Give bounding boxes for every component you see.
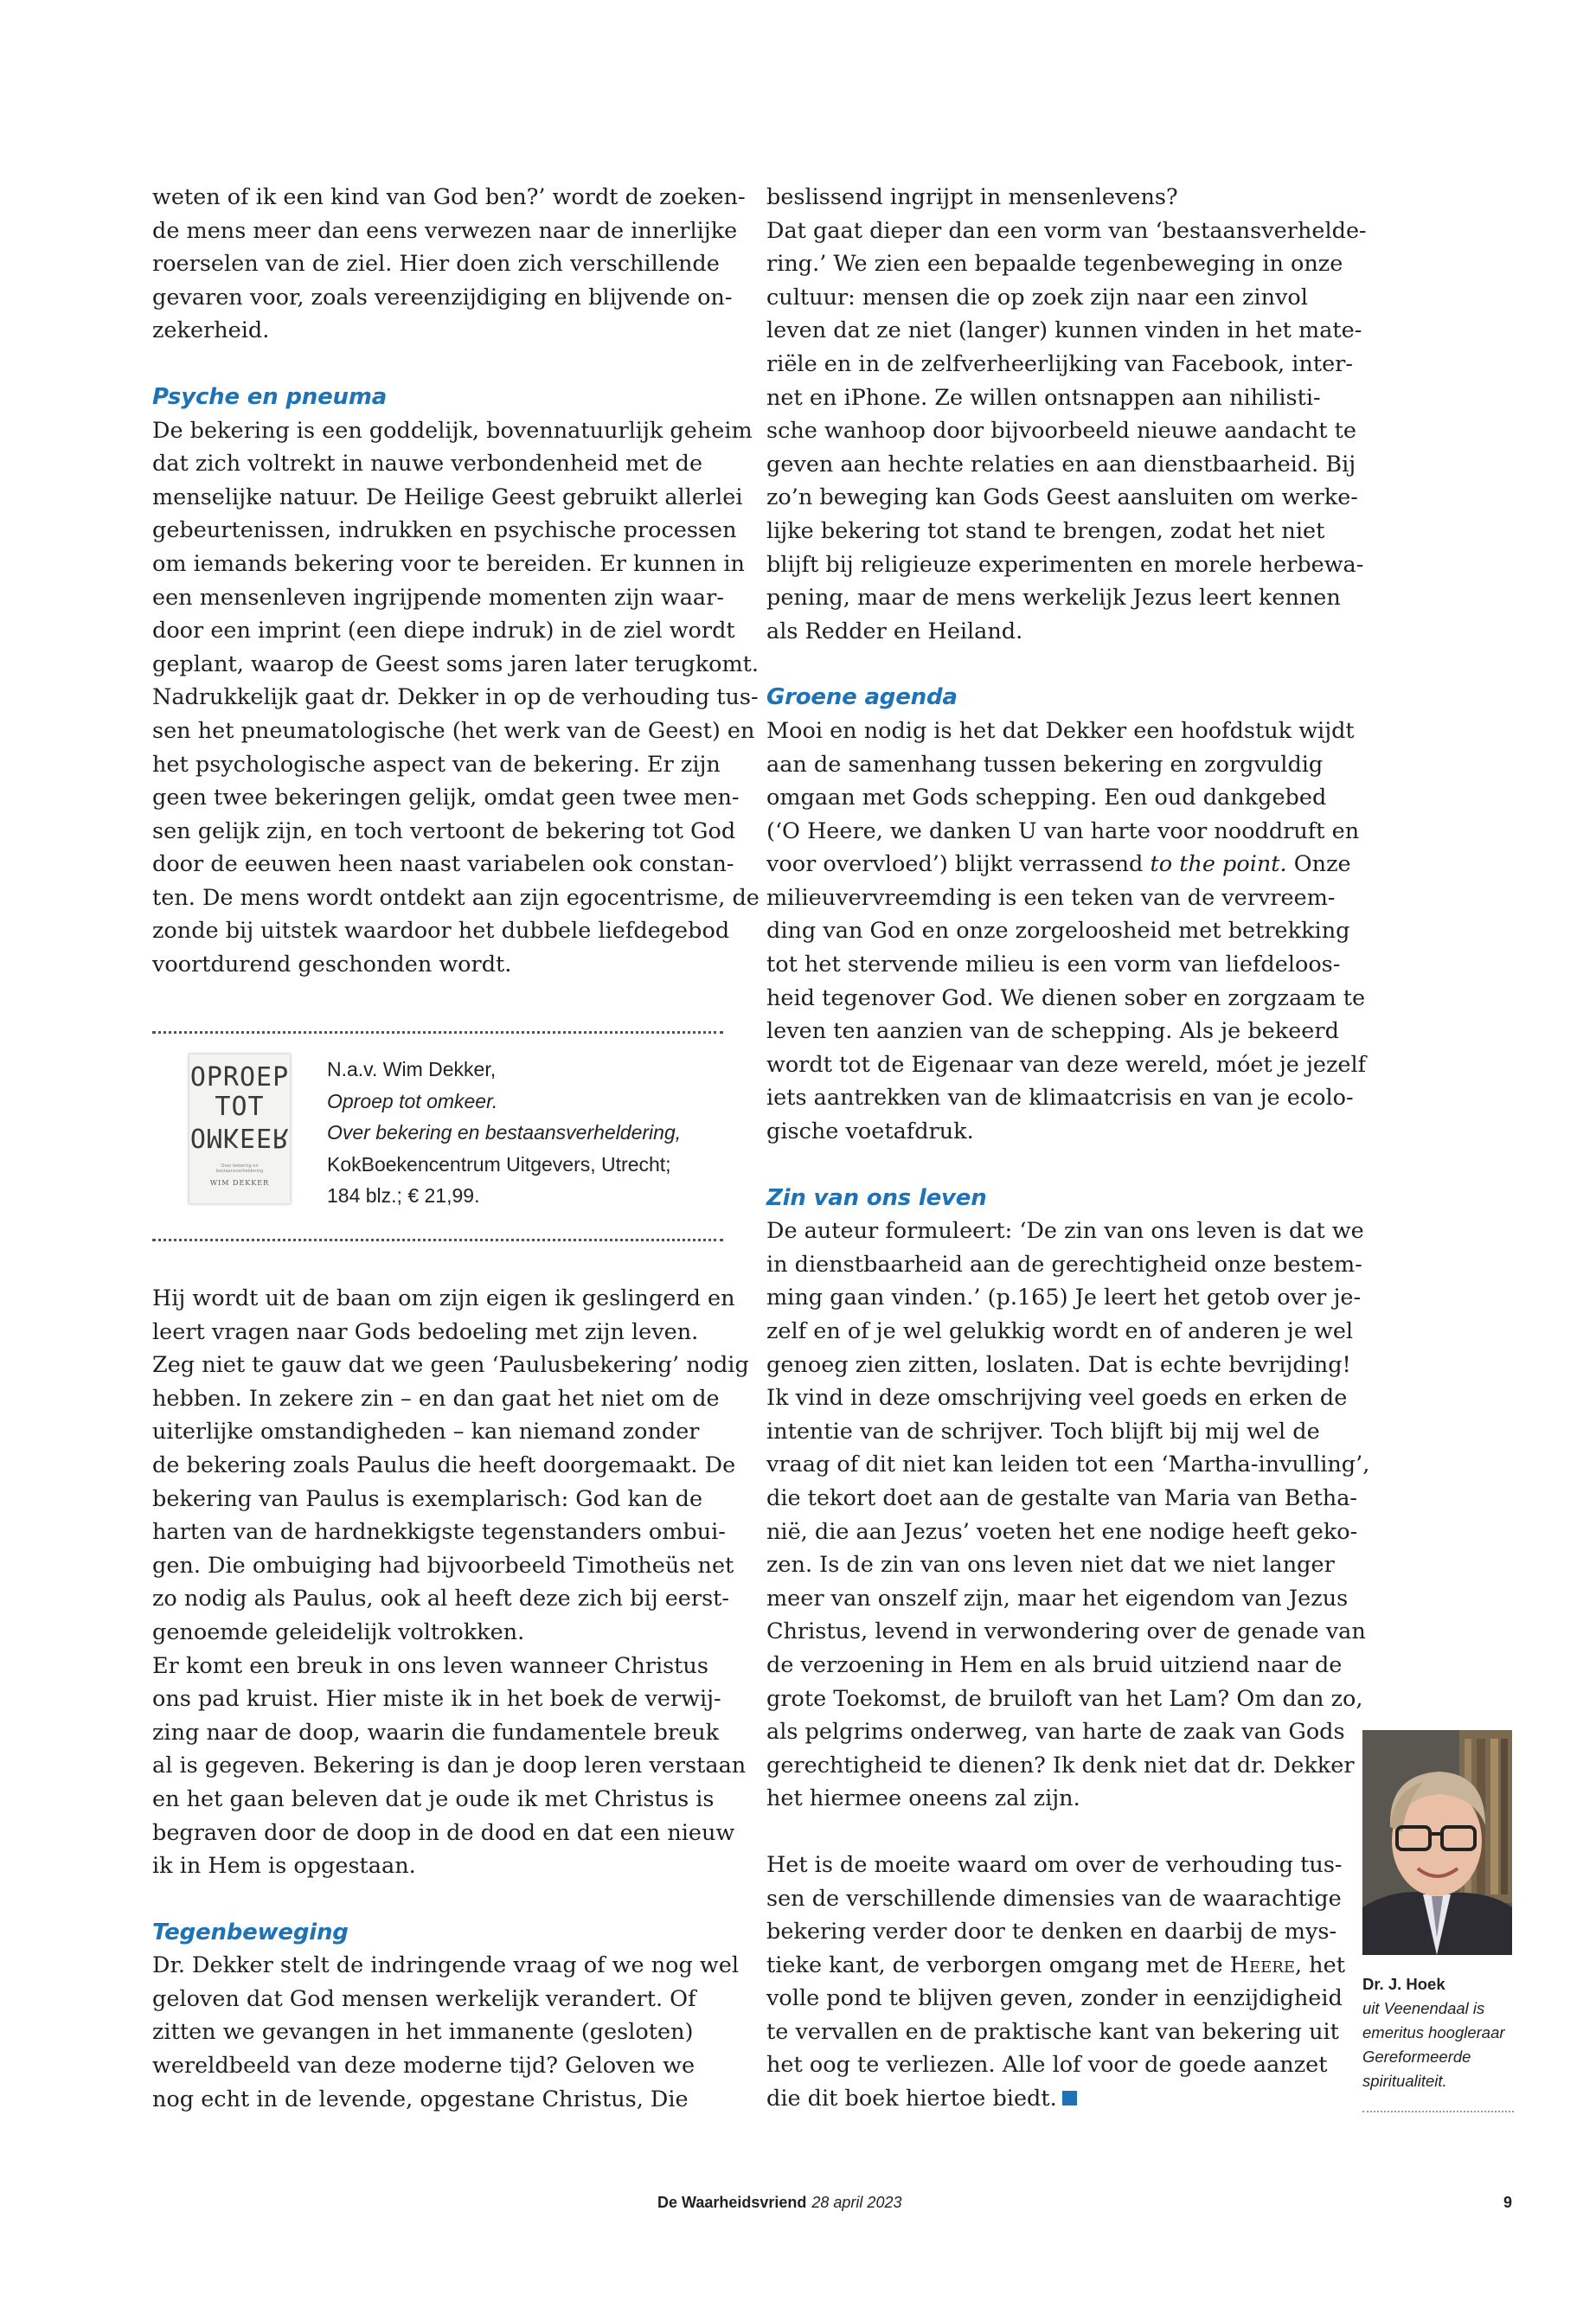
- text-line: net en iPhone. Ze willen ontsnappen aan nihilisti-: [766, 384, 1321, 411]
- heading-zin-van-ons-leven: Zin van ons leven: [766, 1184, 987, 1211]
- text-span: , het: [1294, 1952, 1345, 1978]
- book-subtitle: Over bekering en bestaansverheldering,: [327, 1121, 682, 1144]
- text-line: het oog te verliezen. Alle lof voor de goede aanzet: [766, 2052, 1328, 2079]
- text-line: Er komt een breuk in ons leven wanneer Christus: [152, 1652, 708, 1679]
- text-line: [766, 1949, 1350, 1983]
- text-line: de mens meer dan eens verwezen naar de innerlijke: [152, 217, 738, 244]
- text-line: dat zich voltrekt in nauwe verbondenheid met de: [152, 451, 703, 478]
- right-column: [766, 181, 1370, 2116]
- text-line: lijke bekering tot stand te brengen, zodat het niet: [766, 517, 1325, 544]
- text-line: zing naar de doop, waarin die fundamentele breuk: [152, 1719, 720, 1746]
- text-line: zo’n beweging kan Gods Geest aansluiten om werke-: [766, 484, 1358, 511]
- text-line: aan de samenhang tussen bekering en zorgvuldig: [766, 751, 1324, 778]
- issue-date: 28 april 2023: [811, 2194, 902, 2211]
- text-line: een mensenleven ingrijpende momenten zijn waar-: [152, 584, 724, 611]
- text-line: gevaren voor, zoals vereenzijdiging en blijvende on-: [152, 284, 733, 311]
- text-line: leven dat ze niet (langer) kunnen vinden in het mate-: [766, 317, 1362, 344]
- text-line: cultuur: mensen die op zoek zijn naar een zinvol: [766, 284, 1308, 311]
- text-line: ring.’ We zien een bepaalde tegenbeweging in onze: [766, 251, 1343, 278]
- book-cover-image: [189, 1054, 291, 1204]
- left-column: [152, 181, 760, 982]
- author-bio-line: uit Veenendaal is: [1362, 1999, 1485, 2017]
- book-price: 184 blz.; € 21,99.: [327, 1184, 480, 1207]
- text-line: geloven dat God mensen werkelijk verandert. Of: [152, 1985, 696, 2012]
- cover-title-line: TOT: [215, 1092, 265, 1122]
- text-line: blijft bij religieuze experimenten en morele herbewa-: [766, 551, 1364, 578]
- text-line: vraag of dit niet kan leiden tot een ‘Martha-invulling’,: [766, 1452, 1370, 1478]
- text-line: Dat gaat dieper dan een vorm van ‘bestaansverhelde-: [766, 217, 1367, 244]
- text-line: weten of ik een kind van God ben?’ wordt de zoeken-: [152, 184, 746, 210]
- cover-title-line: OMKEER: [189, 1122, 290, 1152]
- text-line: gen. Die ombuiging had bijvoorbeeld Timotheüs net: [152, 1552, 734, 1579]
- text-line: die tekort doet aan de gestalte van Maria van Betha-: [766, 1484, 1358, 1511]
- cover-subtitle: Over bekering en bestaansverheldering: [215, 1163, 264, 1174]
- zin-paragraph: [766, 1215, 1370, 1816]
- text-line: De bekering is een goddelijk, bovennatuurlijk geheim: [152, 417, 753, 444]
- text-line: De auteur formuleert: ‘De zin van ons leven is dat we: [766, 1218, 1364, 1245]
- text-line: genoemde geleidelijk voltrokken.: [152, 1618, 525, 1645]
- text-line: wereldbeeld van deze moderne tijd? Geloven we: [152, 2053, 695, 2080]
- end-of-article-square-icon: [1062, 2091, 1077, 2106]
- top-divider: [152, 1031, 723, 1034]
- text-line: om iemands bekering voor te bereiden. Er kunnen in: [152, 550, 745, 577]
- text-line: milieuvervreemding is een teken van de vervreem-: [766, 884, 1336, 911]
- text-line: iets aantrekken van de klimaatcrisis en van je ecolo-: [766, 1085, 1354, 1112]
- text-line: zitten we gevangen in het immanente (gesloten): [152, 2019, 694, 2046]
- text-line: ik in Hem is opgestaan.: [152, 1853, 416, 1880]
- text-line: geplant, waarop de Geest soms jaren later terugkomt.: [152, 651, 760, 677]
- caption-divider: [1362, 2111, 1514, 2112]
- text-span: die dit boek hiertoe biedt.: [766, 2086, 1057, 2112]
- text-line: al is gegeven. Bekering is dan je doop leren verstaan: [152, 1753, 747, 1779]
- bottom-divider: [152, 1239, 723, 1241]
- text-line: omgaan met Gods schepping. Een oud dankgebed: [766, 785, 1327, 811]
- psyche-paragraph: [152, 414, 760, 982]
- text-line: zo nodig als Paulus, ook al heeft deze zich bij eerst-: [152, 1586, 730, 1612]
- text-line: harten van de hardnekkigste tegenstanders ombui-: [152, 1519, 726, 1546]
- author-photo: [1362, 1730, 1512, 1955]
- author-portrait-illustration: [1362, 1730, 1512, 1955]
- text-line: ding van God en onze zorgeloosheid met betrekking: [766, 918, 1350, 945]
- author-name: Dr. J. Hoek: [1362, 1975, 1445, 1993]
- author-bio-line: spiritualiteit.: [1362, 2072, 1447, 2090]
- text-line: (‘O Heere, we danken U van harte voor nooddruft en: [766, 817, 1360, 844]
- text-line: intentie van de schrijver. Toch blijft bij mij wel de: [766, 1418, 1320, 1445]
- author-caption: [1362, 1972, 1516, 2093]
- heading-psyche-en-pneuma: Psyche en pneuma: [152, 383, 388, 410]
- heading-tegenbeweging: Tegenbeweging: [152, 1919, 349, 1945]
- text-line: [766, 848, 1350, 881]
- text-line: Nadrukkelijk gaat dr. Dekker in op de verhouding tus-: [152, 684, 759, 711]
- heading-groene-agenda: Groene agenda: [766, 684, 958, 711]
- text-line: tot het stervende milieu is een vorm van liefdeloos-: [766, 952, 1341, 978]
- text-line: zekerheid.: [152, 317, 270, 344]
- text-line: Zeg niet te gauw dat we geen ‘Paulusbekering’ nodig: [152, 1352, 749, 1379]
- text-line: meer van onszelf zijn, maar het eigendom van Jezus: [766, 1585, 1349, 1612]
- text-line: bekering verder door te denken en daarbij de mys-: [766, 1919, 1337, 1945]
- text-line: door de eeuwen heen naast variabelen ook constan-: [152, 851, 734, 878]
- book-info-box: [152, 1031, 723, 1247]
- text-line: nog echt in de levende, opgestane Christus, Die: [152, 2086, 689, 2112]
- book-publisher: KokBoekencentrum Uitgevers, Utrecht;: [327, 1152, 671, 1176]
- left-column-lower: [152, 1282, 749, 2116]
- text-line: sen de verschillende dimensies van de waarachtige: [766, 1885, 1342, 1912]
- text-line: leert vragen naar Gods bedoeling met zijn leven.: [152, 1318, 699, 1345]
- paulus-paragraph: [152, 1282, 749, 1883]
- text-span: Onze: [1286, 851, 1351, 878]
- intro-paragraph-right: [766, 181, 1367, 648]
- text-line: het hiermee oneens zal zijn.: [766, 1785, 1080, 1812]
- text-line: gebeurtenissen, indrukken en psychische processen: [152, 517, 737, 544]
- small-caps-heere: Heere: [1229, 1952, 1295, 1978]
- text-line: grote Toekomst, de bruiloft van het Lam? Om dan zo,: [766, 1685, 1363, 1712]
- text-line: begraven door de doop in de dood en dat een nieuw: [152, 1819, 735, 1846]
- text-line: Hij wordt uit de baan om zijn eigen ik geslingerd en: [152, 1285, 735, 1311]
- cover-author: WIM DEKKER: [209, 1179, 270, 1187]
- text-line: ming gaan vinden.’ (p.165) Je leert het getob over je-: [766, 1285, 1362, 1311]
- text-line: Ik vind in deze omschrijving veel goeds en erken de: [766, 1385, 1348, 1412]
- text-line: geen twee bekeringen gelijk, omdat geen twee men-: [152, 785, 740, 811]
- text-line: heid tegenover God. We dienen sober en zorgzaam te: [766, 984, 1366, 1011]
- text-line: door een imprint (een diepe indruk) in de ziel wordt: [152, 618, 735, 644]
- text-line: als pelgrims onderweg, van harte de zaak van Gods: [766, 1719, 1345, 1746]
- text-line: wordt tot de Eigenaar van deze wereld, móet je jezelf: [766, 1051, 1367, 1078]
- text-span: tieke kant, de verborgen omgang met de: [766, 1952, 1230, 1978]
- text-line: te vervallen en de praktische kant van bekering uit: [766, 2018, 1339, 2045]
- closing-paragraph: [766, 1849, 1350, 2116]
- text-line: sche wanhoop door bijvoorbeeld nieuwe aandacht te: [766, 418, 1356, 445]
- text-line: beslissend ingrijpt in mensenlevens?: [766, 184, 1178, 210]
- text-line: in dienstbaarheid aan de gerechtigheid onze bestem-: [766, 1251, 1362, 1278]
- text-span: voor overvloed’) blijkt verrassend: [766, 851, 1151, 878]
- text-line: ons pad kruist. Hier miste ik in het boek de verwij-: [152, 1686, 721, 1713]
- text-line: Mooi en nodig is het dat Dekker een hoofdstuk wijdt: [766, 717, 1355, 744]
- text-line: zen. Is de zin van ons leven niet dat we niet langer: [766, 1552, 1335, 1579]
- footer-publication: [657, 2194, 901, 2212]
- tegenbeweging-paragraph: [152, 1949, 739, 2116]
- text-line: hebben. In zekere zin – en dan gaat het niet om de: [152, 1385, 720, 1412]
- cover-title-line: OPROEP: [189, 1062, 290, 1093]
- text-line: de bekering zoals Paulus die heeft doorgemaakt. De: [152, 1452, 736, 1478]
- text-line: ten. De mens wordt ontdekt aan zijn egocentrisme, de: [152, 884, 760, 911]
- text-line: volle pond te blijven geven, zonder in eenzijdigheid: [766, 1985, 1343, 2012]
- magazine-name: De Waarheidsvriend: [657, 2194, 807, 2211]
- author-bio-line: Gereformeerde: [1362, 2048, 1471, 2066]
- text-line: sen gelijk zijn, en toch vertoont de bekering tot God: [152, 817, 736, 844]
- text-line: en het gaan beleven dat je oude ik met Christus is: [152, 1785, 715, 1812]
- text-line: Dr. Dekker stelt de indringende vraag of we nog wel: [152, 1952, 739, 1979]
- text-line: nië, die aan Jezus’ voeten het ene nodige heeft geko-: [766, 1518, 1358, 1545]
- text-line: zelf en of je wel gelukkig wordt en of anderen je wel: [766, 1318, 1354, 1344]
- groene-agenda-paragraph: [766, 715, 1367, 1149]
- text-line: riële en in de zelfverheerlijking van Facebook, inter-: [766, 350, 1353, 377]
- text-line: voortdurend geschonden wordt.: [152, 952, 512, 978]
- page-number: 9: [1503, 2194, 1513, 2211]
- text-line: zonde bij uitstek waardoor het dubbele liefdegebod: [152, 918, 730, 945]
- text-line: genoeg zien zitten, loslaten. Dat is echte bevrijding!: [766, 1351, 1351, 1378]
- text-line: [766, 2082, 1350, 2116]
- text-line: gische voetafdruk.: [766, 1118, 974, 1145]
- book-info-line: N.a.v. Wim Dekker,: [327, 1058, 497, 1080]
- text-line: het psychologische aspect van de bekering. Er zijn: [152, 751, 721, 778]
- author-bio-line: emeritus hoogleraar: [1362, 2023, 1505, 2041]
- text-line: sen het pneumatologische (het werk van de Geest) en: [152, 717, 755, 744]
- text-line: Het is de moeite waard om over de verhouding tus-: [766, 1851, 1343, 1878]
- book-details: [327, 1054, 725, 1212]
- text-line: leven ten aanzien van de schepping. Als je bekeerd: [766, 1018, 1339, 1045]
- text-line: de verzoening in Hem en als bruid uitziend naar de: [766, 1651, 1343, 1678]
- intro-paragraph: [152, 181, 746, 348]
- text-line: uiterlijke omstandigheden – kan niemand zonder: [152, 1419, 700, 1445]
- text-line: gerechtigheid te dienen? Ik denk niet dat dr. Dekker: [766, 1752, 1355, 1779]
- text-line: geven aan hechte relaties en aan dienstbaarheid. Bij: [766, 451, 1356, 478]
- text-line: als Redder en Heiland.: [766, 618, 1023, 644]
- text-line: Christus, levend in verwondering over de genade van: [766, 1618, 1366, 1645]
- text-line: pening, maar de mens werkelijk Jezus leert kennen: [766, 585, 1341, 612]
- book-title: Oproep tot omkeer.: [327, 1089, 498, 1112]
- text-line: roerselen van de ziel. Hier doen zich verschillende: [152, 251, 720, 278]
- text-line: bekering van Paulus is exemplarisch: God kan de: [152, 1485, 703, 1512]
- italic-emphasis: to the point.: [1150, 851, 1287, 878]
- text-line: menselijke natuur. De Heilige Geest gebruikt allerlei: [152, 484, 743, 510]
